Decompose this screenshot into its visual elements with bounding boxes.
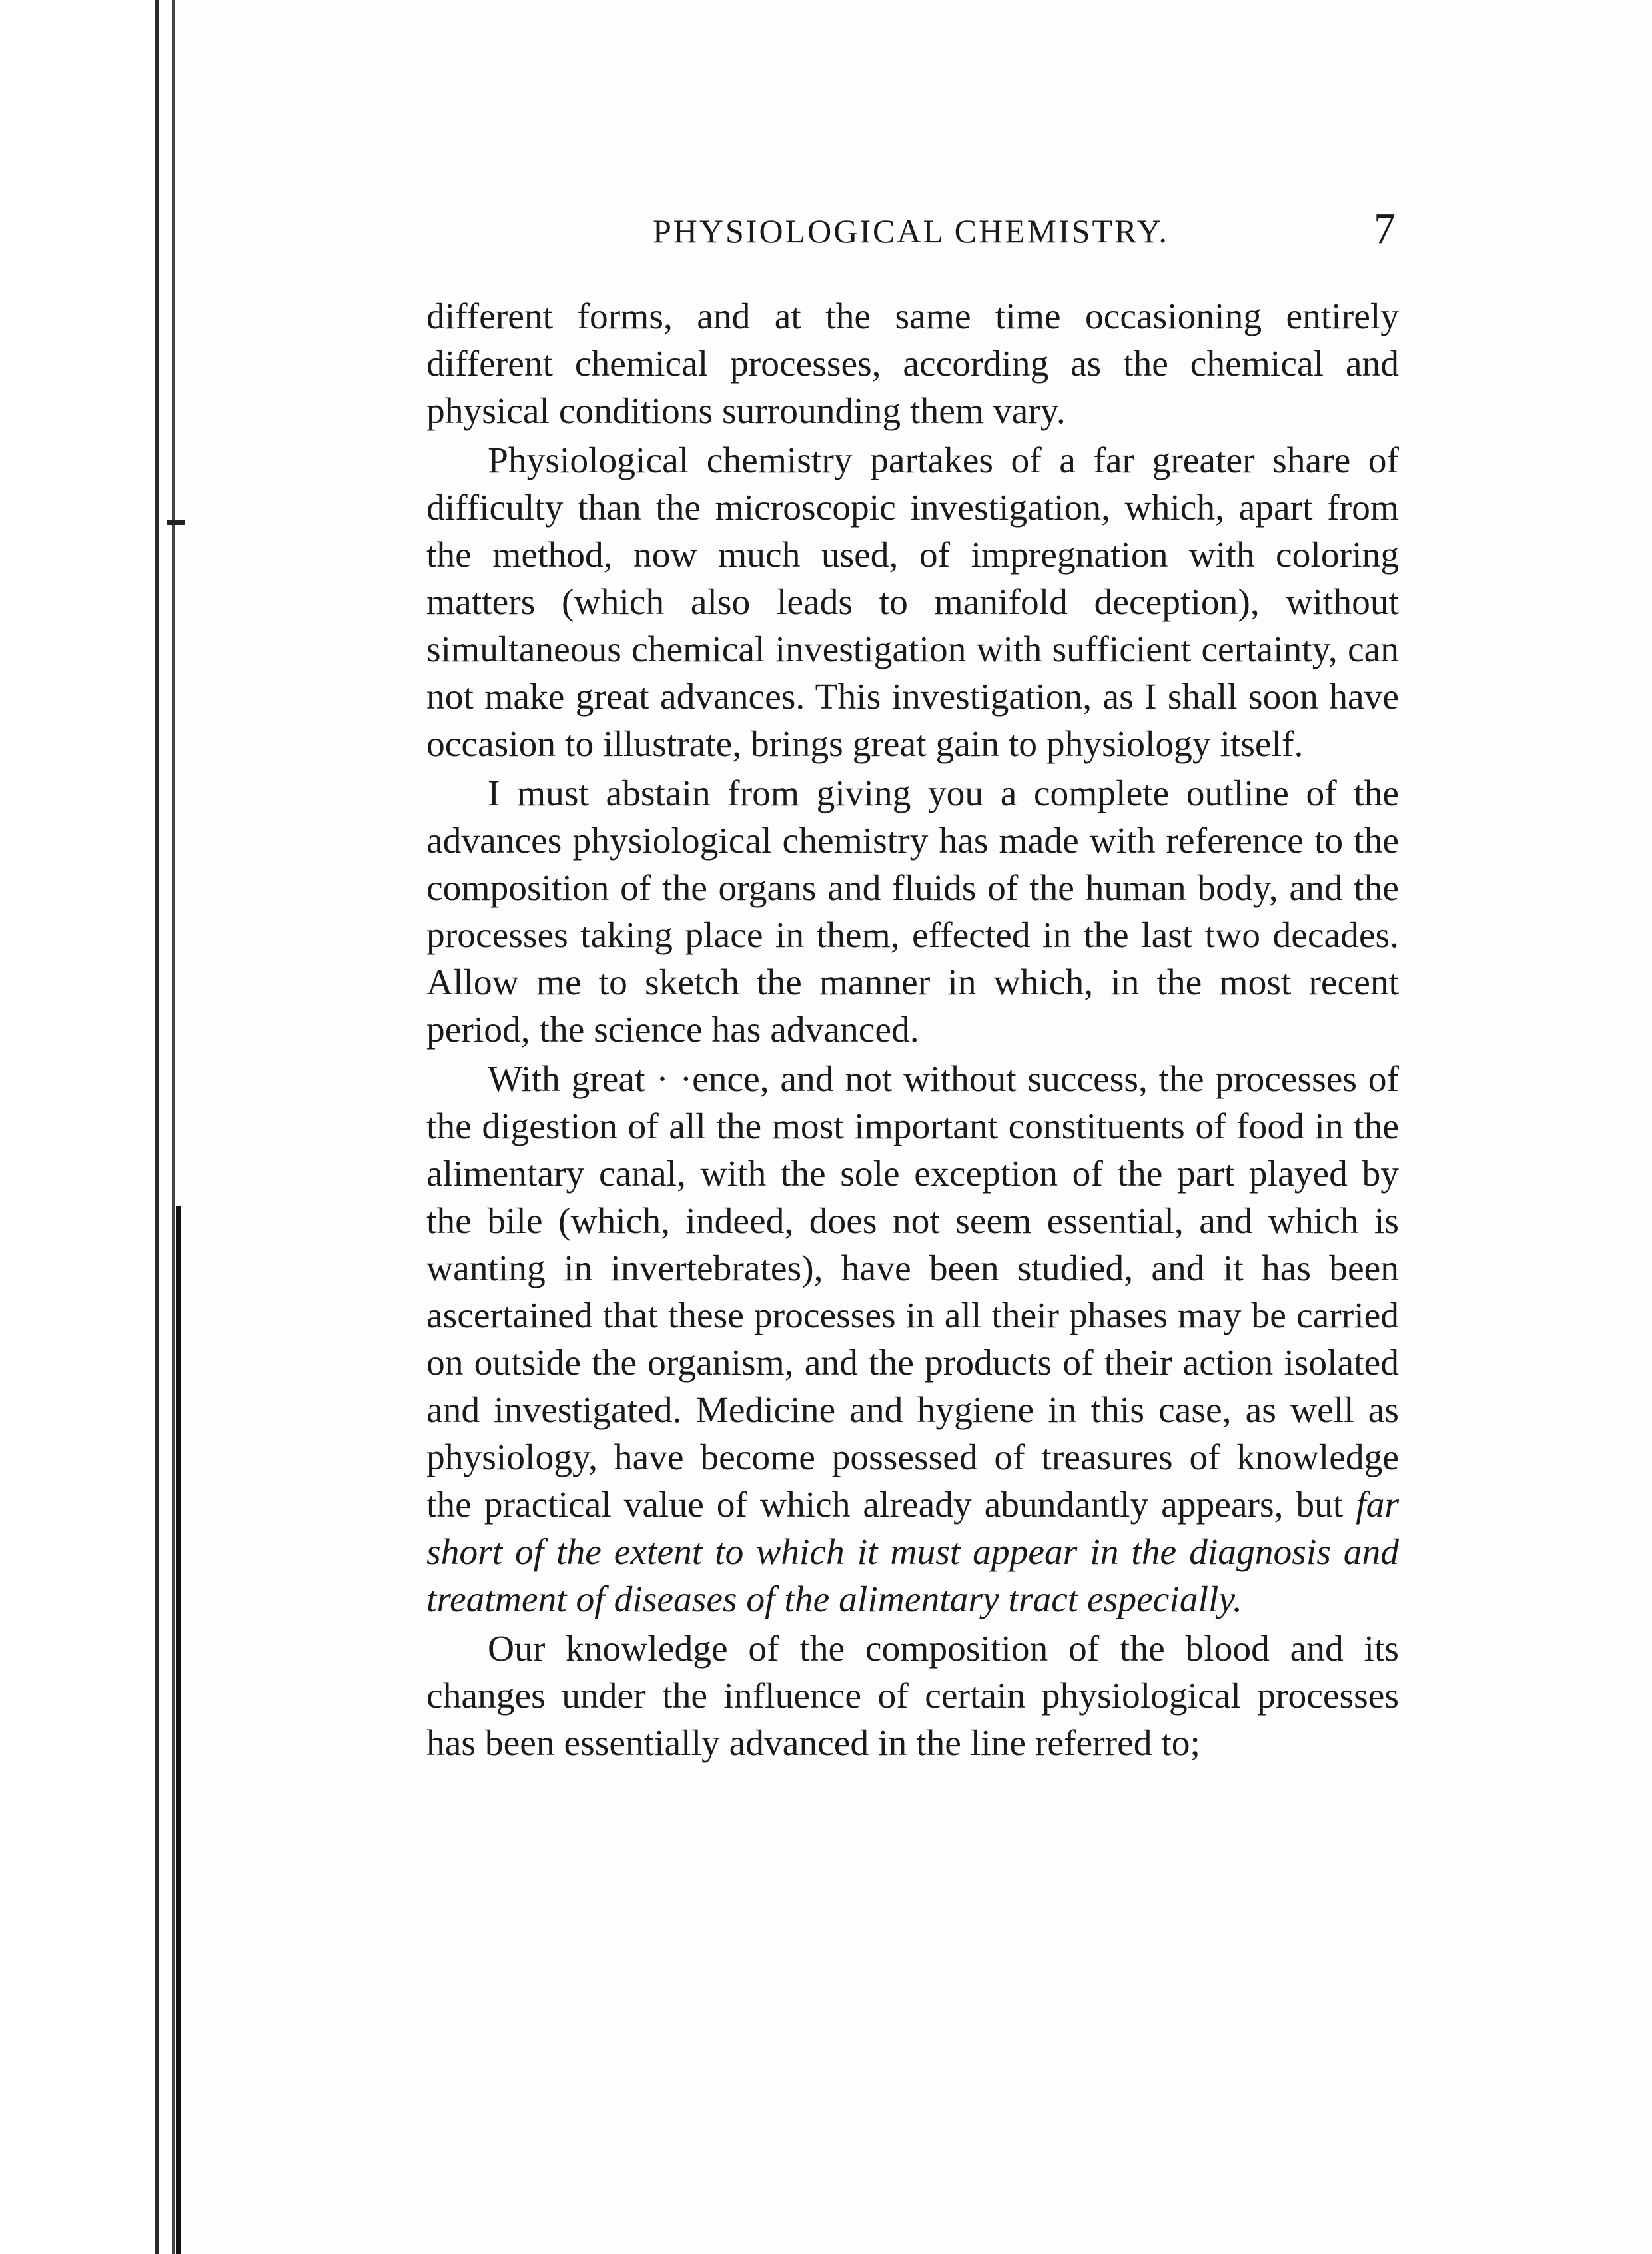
paragraph: Physiological chemistry partakes of a far greater share of difficulty than the microscopic investigation, which, apart from the method, now much used, of impregnation with coloring matters (which also leads to manifold deception), without simultaneous chemical investigation with sufficient certainty, can not make great advances. This investigation, as I shall soon have occasion to illustrate, brings great gain to physiology itself. (426, 440, 1399, 765)
page-number: 7 (1374, 204, 1396, 253)
body-text (426, 293, 1399, 1767)
italic-emphasis: far short of the extent to which it must appear in the diagnosis and treatment of diseases of the alimentary tract especially. (426, 1485, 1399, 1620)
paragraph (426, 1056, 1399, 1623)
paragraph: different forms, and at the same time occasioning entirely different chemical processes, according as the chemical and physical conditions surrounding them vary. (426, 296, 1399, 432)
paragraph-text: With great · ·ence, and not without success, the processes of the digestion of all the most important constituents of food in the alimentary canal, with the sole exception of the part played by the bile (which, indeed, does not seem essential, and which is wanting in invertebrates), have been studied, and it has been ascertained that these processes in all their phases may be carried on outside the organism, and the products of their action isolated and investigated. Medicine and hygiene in this case, as well as physiology, have become possessed of treasures of knowledge the practical value of which already abundantly appears, but (426, 1059, 1399, 1525)
binding-edge-line (155, 0, 159, 2254)
binding-mark (167, 520, 185, 525)
running-head: PHYSIOLOGICAL CHEMISTRY. (653, 212, 1169, 250)
binding-edge-line (172, 0, 175, 2254)
binding-edge-line (176, 1206, 181, 2254)
binding-gutter (0, 0, 173, 2254)
paragraph: Our knowledge of the composition of the blood and its changes under the influence of certain physiological processes has been essentially advanced in the line referred to; (426, 1629, 1399, 1764)
paragraph: I must abstain from giving you a complete outline of the advances physiological chemistry has made with reference to the composition of the organs and fluids of the human body, and the processes taking place in them, effected in the last two decades. Allow me to sketch the manner in which, in the most recent period, the science has advanced. (426, 773, 1399, 1050)
